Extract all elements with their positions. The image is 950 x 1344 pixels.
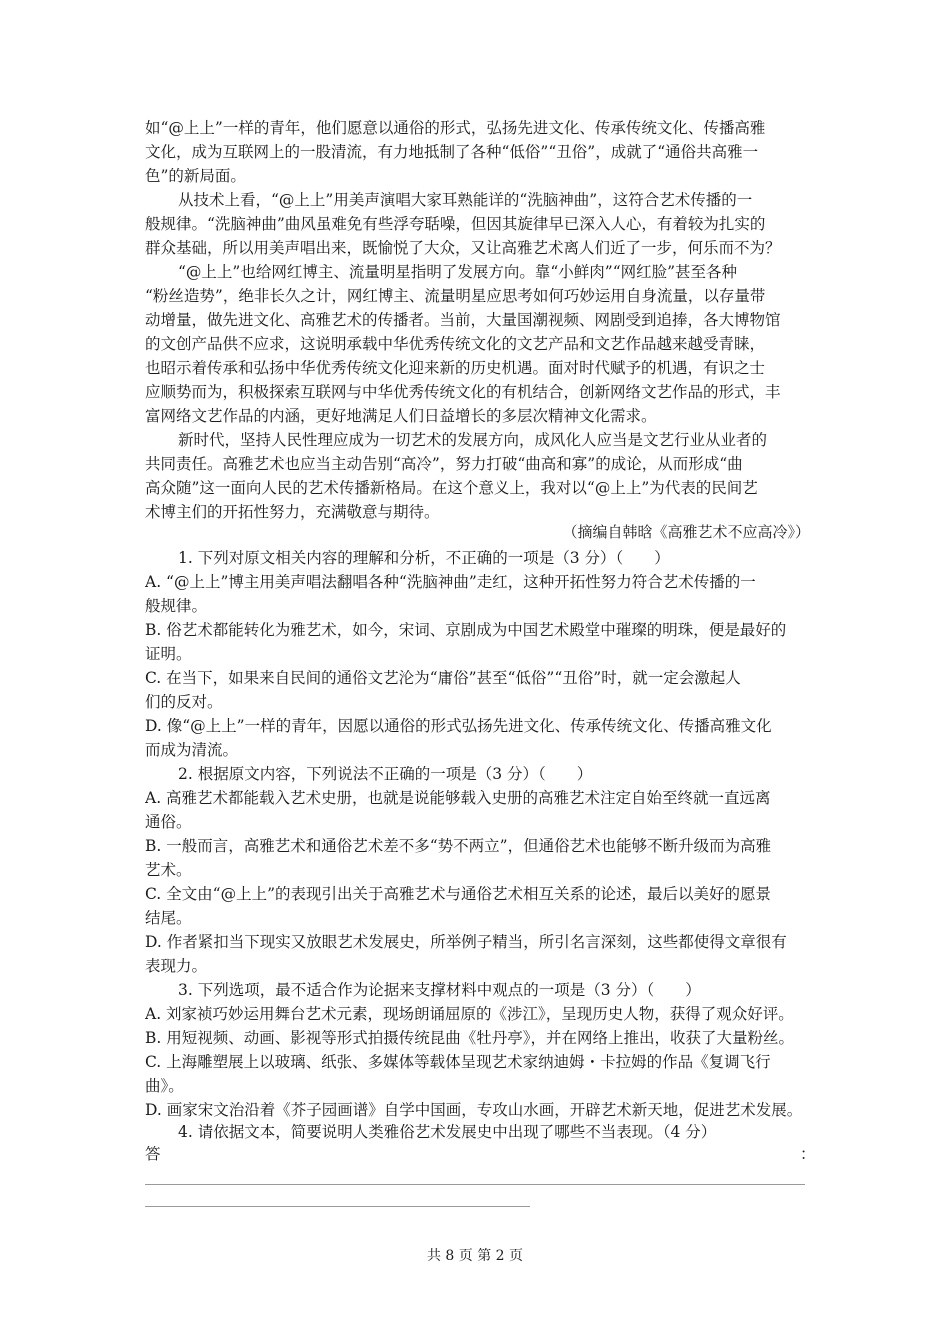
- page-footer: 共 8 页 第 2 页: [426, 1248, 524, 1264]
- answer-label: 答: [145, 1145, 161, 1163]
- q2-option-a: A. 高雅艺术都能载入艺术史册，也就是说能够载入史册的高雅艺术注定自始至终就一直远离: [145, 789, 771, 807]
- passage-line: 文化，成为互联网上的一股清流，有力地抵制了各种“低俗”“丑俗”，成就了“通俗共高雅一: [145, 143, 759, 161]
- q2-option-d: D. 作者紧扣当下现实又放眼艺术发展史，所举例子精当，所引名言深刻，这些都使得文章很有: [145, 933, 787, 951]
- passage-line: 富网络文艺作品的内涵，更好地满足人们日益增长的多层次精神文化需求。: [145, 407, 657, 425]
- passage-line: 般规律。“洗脑神曲”曲风虽难免有些浮夸聒噪，但因其旋律早已深入人心，有着较为扎实的: [145, 215, 766, 233]
- q2-option-c: C. 全文由“@上上”的表现引出关于高雅艺术与通俗艺术相互关系的论述，最后以美好的愿景: [145, 885, 772, 903]
- q1-option-c-cont: 们的反对。: [145, 693, 223, 711]
- q1-option-a: A. “@上上”博主用美声唱法翻唱各种“洗脑神曲”走红，这种开拓性努力符合艺术传播的一: [145, 573, 756, 591]
- q2-option-b: B. 一般而言，高雅艺术和通俗艺术差不多“势不两立”，但通俗艺术也能够不断升级而为高雅: [145, 837, 772, 855]
- passage-line: 共同责任。高雅艺术也应当主动告别“高冷”，努力打破“曲高和寡”的成论，从而形成“曲: [145, 455, 743, 473]
- q1-option-c: C. 在当下，如果来自民间的通俗文艺沦为“庸俗”甚至“低俗”“丑俗”时，就一定会激起人: [145, 669, 741, 687]
- passage-source: （摘编自韩晗《高雅艺术不应高冷》）: [562, 523, 810, 541]
- passage-line: 应顺势而为，积极探索互联网与中华优秀传统文化的有机结合，创新网络文艺作品的形式，丰: [145, 383, 781, 401]
- passage-line: 也昭示着传承和弘扬中华优秀传统文化迎来新的历史机遇。面对时代赋予的机遇，有识之士: [145, 359, 766, 377]
- passage-line: “@上上”也给网红博主、流量明星指明了发展方向。靠“小鲜肉”“网红脸”甚至各种: [178, 263, 738, 281]
- q1-option-b-cont: 证明。: [145, 645, 192, 663]
- passage-line: 色”的新局面。: [145, 167, 246, 185]
- q3-option-a: A. 刘家祯巧妙运用舞台艺术元素，现场朗诵屈原的《涉江》，呈现历史人物，获得了观众好评。: [145, 1005, 794, 1023]
- passage-line: 的文创产品供不应求，这说明承载中华优秀传统文化的文艺产品和文艺作品越来越受青睐，: [145, 335, 766, 353]
- passage-line: 术博主们的开拓性努力，充满敬意与期待。: [145, 503, 440, 521]
- q2-option-a-cont: 通俗。: [145, 813, 192, 831]
- q1-option-d-cont: 而成为清流。: [145, 741, 239, 759]
- question-2-stem: 2. 根据原文内容，下列说法不正确的一项是（3 分）（ ）: [178, 765, 593, 783]
- q2-option-c-cont: 结尾。: [145, 909, 192, 927]
- passage-line: 新时代，坚持人民性理应成为一切艺术的发展方向，成风化人应当是文艺行业从业者的: [178, 431, 768, 449]
- question-4-stem: 4. 请依据文本，简要说明人类雅俗艺术发展史中出现了哪些不当表现。（4 分）: [178, 1123, 717, 1141]
- passage-line: 动增量，做先进文化、高雅艺术的传播者。当前，大量国潮视频、网剧受到追捧，各大博物馆: [145, 311, 781, 329]
- answer-colon: ：: [800, 1145, 816, 1163]
- q2-option-d-cont: 表现力。: [145, 957, 208, 975]
- passage-line: 如“@上上”一样的青年，他们愿意以通俗的形式，弘扬先进文化、传承传统文化、传播高雅: [145, 119, 766, 137]
- q1-option-b: B. 俗艺术都能转化为雅艺术，如今，宋词、京剧成为中国艺术殿堂中璀璨的明珠，便是最好的: [145, 621, 787, 639]
- passage-line: 高众随”这一面向人民的艺术传播新格局。在这个意义上，我对以“@上上”为代表的民间艺: [145, 479, 758, 497]
- q3-option-d: D. 画家宋文治沿着《芥子园画谱》自学中国画，专攻山水画，开辟艺术新天地，促进艺术发展。: [145, 1101, 803, 1119]
- q1-option-d: D. 像“@上上”一样的青年，因愿以通俗的形式弘扬先进文化、传承传统文化、传播高雅文化: [145, 717, 772, 735]
- q3-option-c: C. 上海雕塑展上以玻璃、纸张、多媒体等载体呈现艺术家纳迪姆・卡拉姆的作品《复调飞行: [145, 1053, 771, 1071]
- passage-line: “粉丝造势”，绝非长久之计，网红博主、流量明星应思考如何巧妙运用自身流量，以存量带: [145, 287, 766, 305]
- q3-option-c-cont: 曲》。: [145, 1077, 184, 1095]
- question-1-stem: 1. 下列对原文相关内容的理解和分析，不正确的一项是（3 分）（ ）: [178, 549, 670, 567]
- question-3-stem: 3. 下列选项，最不适合作为论据来支撑材料中观点的一项是（3 分）（ ）: [178, 981, 701, 999]
- q2-option-b-cont: 艺术。: [145, 861, 192, 879]
- q1-option-a-cont: 般规律。: [145, 597, 208, 615]
- q3-option-b: B. 用短视频、动画、影视等形式拍摄传统昆曲《牡丹亭》，并在网络上推出，收获了大量粉丝。: [145, 1029, 794, 1047]
- answer-line[interactable]: [145, 1206, 530, 1207]
- passage-line: 从技术上看，“@上上”用美声演唱大家耳熟能详的“洗脑神曲”，这符合艺术传播的一: [178, 191, 753, 209]
- answer-line[interactable]: [145, 1184, 805, 1185]
- passage-line: 群众基础，所以用美声唱出来，既愉悦了大众，又让高雅艺术离人们近了一步，何乐而不为？: [145, 239, 781, 257]
